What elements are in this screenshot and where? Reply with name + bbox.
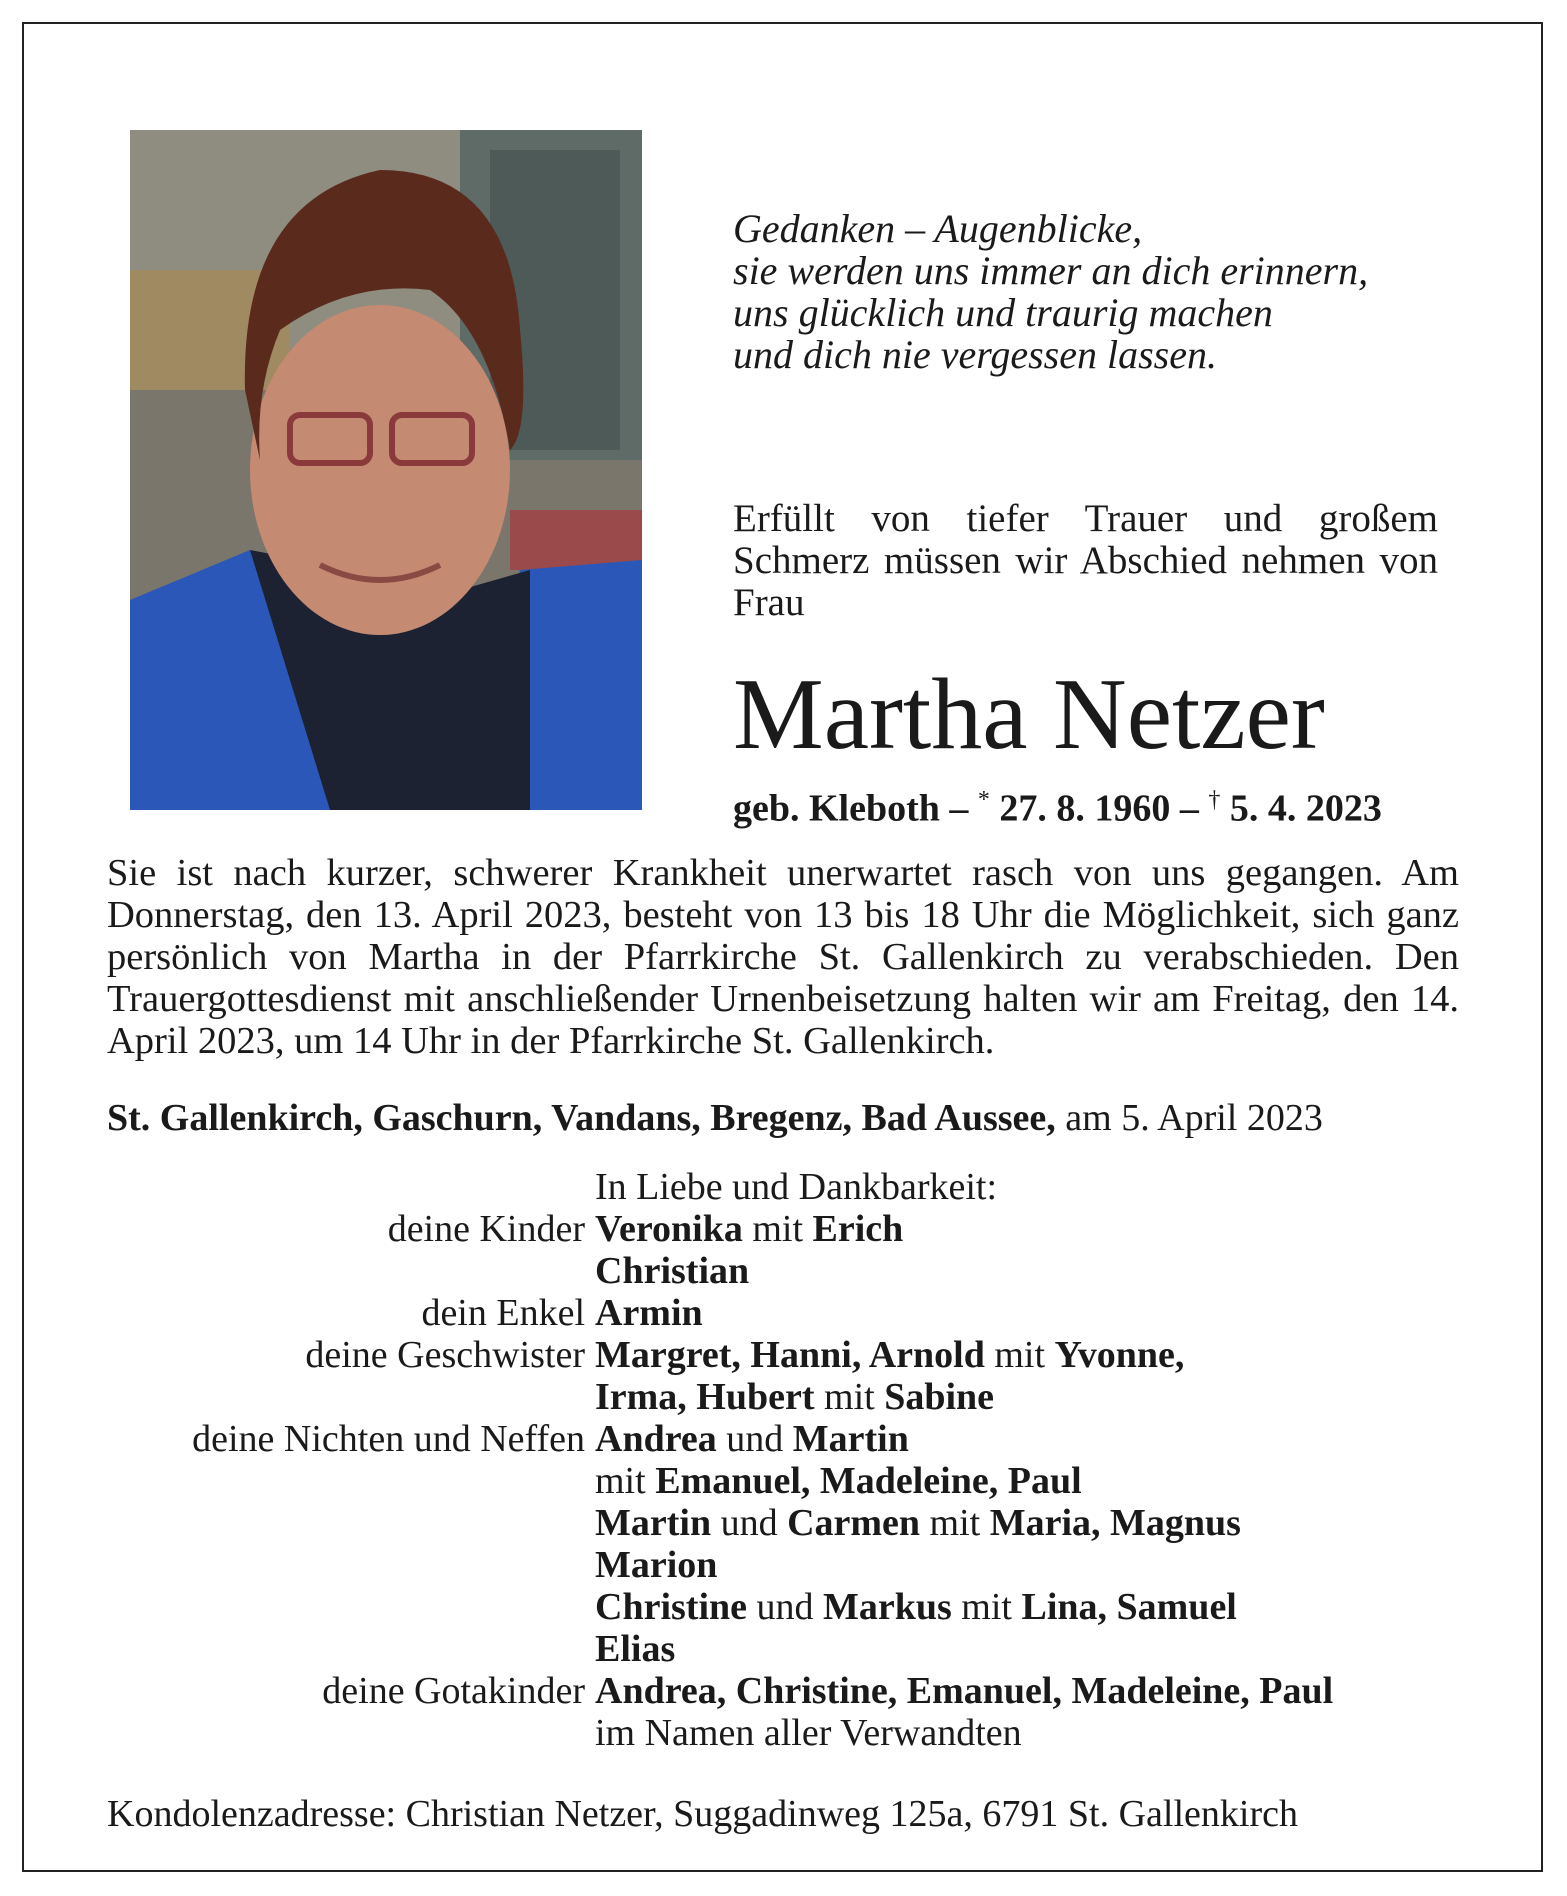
mourner-name: Martin	[595, 1502, 712, 1544]
mourner-names	[595, 1670, 1333, 1712]
relationship-label	[107, 1250, 595, 1292]
connector-text: mit	[951, 1586, 1022, 1628]
mourner-row	[107, 1292, 1459, 1334]
poem-line: sie werden uns immer an dich erinnern,	[733, 248, 1369, 293]
mourner-name: Marion	[595, 1544, 718, 1586]
mourner-name: Lina, Samuel	[1021, 1586, 1237, 1628]
poem-line: Gedanken – Augenblicke,	[733, 206, 1143, 251]
poem-line: und dich nie vergessen lassen.	[733, 332, 1217, 377]
mourner-row	[107, 1628, 1459, 1670]
mourner-name: Christine	[595, 1586, 747, 1628]
mourner-name: Irma, Hubert	[595, 1376, 815, 1418]
mourner-names	[595, 1292, 703, 1334]
life-dates	[733, 778, 1382, 831]
mourner-names	[595, 1418, 909, 1460]
mourner-row	[107, 1544, 1459, 1586]
mourner-row	[107, 1208, 1459, 1250]
deceased-name: Martha Netzer	[733, 658, 1325, 771]
mourner-name: Elias	[595, 1628, 676, 1670]
relationship-label	[107, 1628, 595, 1670]
mourner-names	[595, 1502, 1241, 1544]
date-separator: –	[1170, 787, 1209, 830]
mourner-name: Andrea, Christine, Emanuel, Madeleine, Paul	[595, 1670, 1334, 1712]
mourner-row	[107, 1670, 1459, 1712]
relationship-label	[107, 1376, 595, 1418]
mourner-name: Armin	[595, 1292, 703, 1334]
mourner-names	[595, 1208, 903, 1250]
connector-text: mit	[814, 1376, 885, 1418]
mourner-row	[107, 1376, 1459, 1418]
mourner-row	[107, 1334, 1459, 1376]
relationship-label: deine Geschwister	[305, 1334, 585, 1376]
death-date: 5. 4. 2023	[1220, 787, 1382, 830]
connector-text: mit	[595, 1460, 656, 1502]
intro-text: Erfüllt von tiefer Trauer und großem Schmerz müssen wir Abschied nehmen von Frau	[733, 497, 1438, 624]
relationship-label: dein Enkel	[421, 1292, 585, 1334]
relationship-label	[107, 1502, 595, 1544]
relationship-label	[107, 1544, 595, 1586]
death-symbol: †	[1208, 787, 1221, 813]
date-separator: –	[939, 787, 978, 830]
connector-text: und	[747, 1586, 823, 1628]
connector-text: und	[716, 1418, 793, 1460]
mourner-names	[595, 1376, 994, 1418]
mourner-name: Martin	[792, 1418, 909, 1460]
mourning-locations: St. Gallenkirch, Gaschurn, Vandans, Bregenz, Bad Aussee,	[107, 1097, 1056, 1139]
connector-text: und	[711, 1502, 788, 1544]
connector-text: mit	[742, 1208, 813, 1250]
relationship-label: deine Gotakinder	[322, 1670, 585, 1712]
condolence-address: Kondolenzadresse: Christian Netzer, Suggadinweg 125a, 6791 St. Gallenkirch	[107, 1793, 1298, 1835]
mourner-names	[595, 1544, 717, 1586]
mourner-name: Sabine	[884, 1376, 995, 1418]
relationship-label	[107, 1586, 595, 1628]
mourner-name: Margret, Hanni, Arnold	[595, 1334, 985, 1376]
mourner-row	[107, 1460, 1459, 1502]
mourner-row	[107, 1502, 1459, 1544]
mourners-list	[107, 1166, 1459, 1754]
mourner-names	[595, 1628, 675, 1670]
relationship-label: deine Nichten und Neffen	[192, 1418, 585, 1460]
portrait-photo	[130, 130, 642, 810]
birth-name: geb. Kleboth	[733, 787, 940, 830]
mourner-name: Erich	[812, 1208, 904, 1250]
birth-symbol: *	[977, 787, 990, 813]
thanks-heading: In Liebe und Dankbarkeit:	[595, 1166, 998, 1208]
memorial-poem	[733, 208, 1368, 376]
mourner-row	[107, 1418, 1459, 1460]
mourner-name: Maria, Magnus	[989, 1502, 1241, 1544]
mourner-names	[595, 1586, 1237, 1628]
relationship-label: deine Kinder	[387, 1208, 585, 1250]
birth-date: 27. 8. 1960	[989, 787, 1171, 830]
mourner-name: Andrea	[595, 1418, 717, 1460]
mourner-name: Christian	[595, 1250, 750, 1292]
poem-line: uns glücklich und traurig machen	[733, 290, 1273, 335]
funeral-details: Sie ist nach kurzer, schwerer Krankheit unerwartet rasch von uns gegangen. Am Donnerstag, den 13. April 2023, besteht von 13 bis 18 Uhr die Möglichkeit, sich ganz persönlich von Martha in der Pfarrkirche St. Gallenkirch zu verabschieden. Den Trauergottesdienst mit anschließender Urnenbeisetzung halten wir am Freitag, den 14. April 2023, um 14 Uhr in der Pfarrkirche St. Gallenkirch.	[107, 852, 1459, 1062]
relationship-label	[107, 1460, 595, 1502]
mourner-name: Carmen	[787, 1502, 921, 1544]
connector-text: mit	[984, 1334, 1055, 1376]
places-line	[107, 1096, 1459, 1140]
mourner-rows	[107, 1208, 1459, 1712]
mourner-names	[595, 1250, 749, 1292]
mourner-name: Markus	[823, 1586, 952, 1628]
mourner-names	[595, 1334, 1184, 1376]
mourner-names	[595, 1460, 1082, 1502]
mourner-row	[107, 1586, 1459, 1628]
mourner-name: Yvonne,	[1054, 1334, 1185, 1376]
mourner-name: Emanuel, Madeleine, Paul	[655, 1460, 1082, 1502]
announcement-date: am 5. April 2023	[1055, 1097, 1323, 1139]
connector-text: mit	[920, 1502, 990, 1544]
mourner-row	[107, 1250, 1459, 1292]
mourner-name: Veronika	[595, 1208, 743, 1250]
closing-line: im Namen aller Verwandten	[595, 1712, 1022, 1754]
